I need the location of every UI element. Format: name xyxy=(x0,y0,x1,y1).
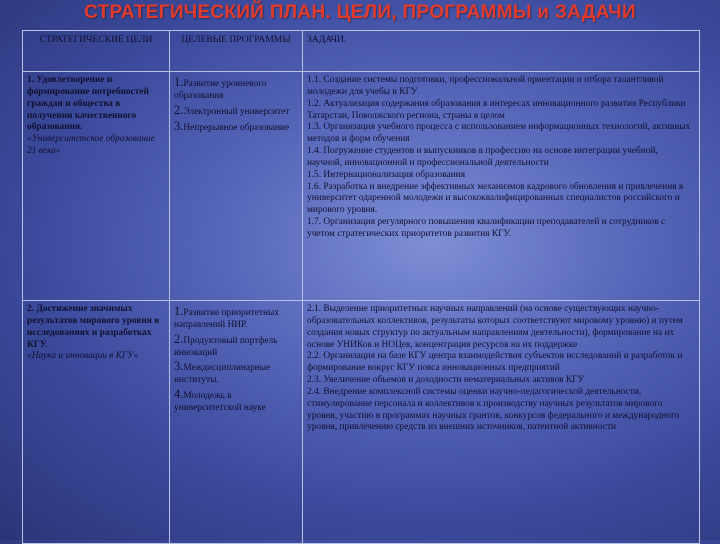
table-header-row xyxy=(23,31,700,72)
program-item: 2.Продуктовый портфель инноваций xyxy=(174,331,278,358)
goal-cell xyxy=(23,301,170,544)
goal-note: «Университетское образование 21 века» xyxy=(27,134,155,157)
table-row xyxy=(23,301,700,544)
task-item: 1.1. Создание системы подготовки, профессиональной ориентации и отбора талантливой молодежи для учебы в КГУ xyxy=(307,75,664,97)
task-item: 1.3. Организация учебного процесса с использованием информационных технологий, активных методов и форм обучения xyxy=(307,122,691,145)
programs-cell xyxy=(170,301,303,544)
strategic-plan-table xyxy=(22,30,700,544)
goal-title: 2. Достижение значимых результатов мирового уровня в исследованиях и разработках КГУ. xyxy=(27,304,160,350)
tasks-cell xyxy=(303,301,700,544)
task-item: 1.7. Организация регулярного повышения квалификации преподавателей и сотрудников с учетом стратегических приоритетов развития КГУ. xyxy=(307,217,666,239)
task-item: 1.2. Актуализация содержания образования в интересах инновационного развития Республики Татарстан, Поволжского региона, страны в целом xyxy=(307,98,686,121)
program-item: 1.Развитие приоритетных направлений НИР. xyxy=(174,304,279,330)
program-item: 1.Развитие уровневого образования xyxy=(174,75,267,101)
task-item: 1.6. Разработка и внедрение эффективных механизмов кадрового обновления и привлечения в университет одаренной молодежи и высококвалифицированных специалистов российского и мирового уровня. xyxy=(307,181,684,216)
task-item: 2.3. Увеличение объемов и доходности нематериальных активов КГУ xyxy=(307,375,585,386)
goal-cell xyxy=(23,72,170,301)
tasks-cell xyxy=(303,72,700,301)
program-item: 2.Электронный университет xyxy=(174,102,290,117)
header-programs: ЦЕЛЕВЫЕ ПРОГРАММЫ xyxy=(170,31,303,72)
task-item: 2.4. Внедрение комплексной системы оценки научно-педагогической деятельности, стимулирование персонала и коллективов к производству научных результатов мирового уровня, участию в программах научных грантов, конкурсов федерального и международного уровня, привлечению средств из внешних источников, патентной активности xyxy=(307,386,680,433)
table-row xyxy=(23,72,700,301)
header-tasks: ЗАДАЧИ. xyxy=(303,31,700,72)
goal-title: 1. Удовлетворение и формирование потребностей граждан и общества в получении качественного образования. xyxy=(27,75,149,133)
program-item: 4.Молодежь в университетской науке xyxy=(174,387,266,413)
goal-note: «Наука и инновации в КГУ» xyxy=(27,351,139,362)
header-goals: СТРАТЕГИЧЕСКИЕ ЦЕЛИ xyxy=(23,31,170,72)
task-item: 1.5. Интернационализация образования xyxy=(307,169,466,180)
program-item: 3.Междисциплинарные институты. xyxy=(174,359,271,386)
programs-cell xyxy=(170,72,303,301)
task-item: 1.4. Погружение студентов и выпускников в профессию на основе интеграции учебной, научной, инновационной и профессиональной деятельности xyxy=(307,146,658,168)
task-item: 2.1. Выделение приоритетных научных направлений (на основе существующих научно-образовательных коллективов, результаты которых соответствуют мировому уровню) и путем создания новых структур по актуальным направлениям деятельности), формирование на их основе УНИКов и НОЦев, концентрация ресурсов на их поддержке xyxy=(307,304,683,350)
task-item: 2.2. Организация на базе КГУ центра взаимодействия субъектов исследований и разработок и формирование вокруг КГУ пояса инновационных предприятий xyxy=(307,351,683,374)
slide-title: СТРАТЕГИЧЕСКИЙ ПЛАН. ЦЕЛИ, ПРОГРАММЫ и ЗАДАЧИ xyxy=(84,2,636,23)
program-item: 3.Непрерывное образование xyxy=(174,118,290,133)
